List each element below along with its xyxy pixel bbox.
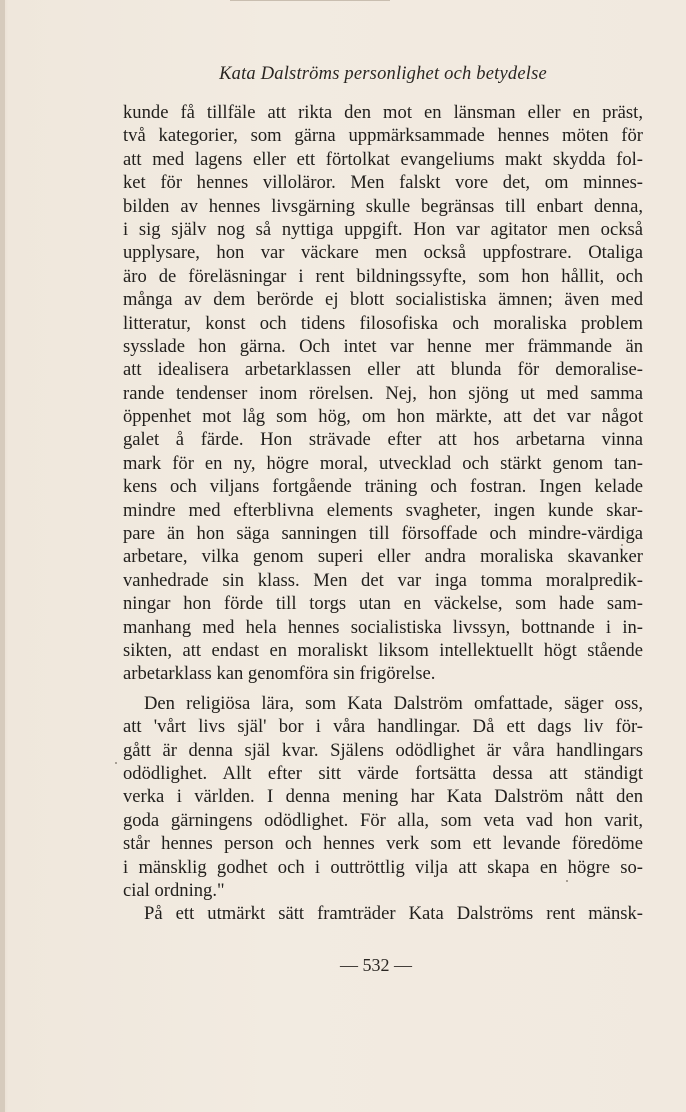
page-number: — 532 — — [340, 955, 412, 975]
top-edge-mark — [230, 0, 390, 1]
text-line: bilden av hennes livsgärning skulle begränsas till enbart denna, — [123, 195, 643, 217]
text-line: odödlighet. Allt efter sitt värde fortsätta dessa att ständigt — [123, 762, 643, 784]
ink-speck — [566, 880, 568, 882]
text-line: manhang med hela hennes socialistiska livssyn, bottnande i in- — [123, 616, 643, 638]
text-line: i sig själv nog så nyttiga uppgift. Hon var agitator men också — [123, 218, 643, 240]
text-line: litteratur, konst och tidens filosofiska och moraliska problem — [123, 312, 643, 334]
text-line: verka i världen. I denna mening har Kata Dalström nått den — [123, 786, 643, 808]
text-line: ningar hon förde till torgs utan en väckelse, som hade sam- — [123, 593, 643, 615]
text-line: i mänsklig godhet och i outtröttlig vilja att skapa en högre so- — [123, 856, 643, 878]
text-line: att idealisera arbetarklassen eller att blunda för demoralise- — [123, 359, 643, 381]
text-line: galet å färde. Hon strävade efter att hos arbetarna vinna — [123, 429, 643, 451]
text-line: arbetare, vilka genom superi eller andra moraliska skavanker — [123, 546, 643, 568]
text-line: vanhedrade sin klass. Men det var inga tomma moralpredik- — [123, 569, 643, 591]
ink-speck — [115, 762, 117, 764]
ink-speck — [621, 544, 623, 546]
text-line: äro de föreläsningar i rent bildningssyfte, som hon hållit, och — [123, 265, 643, 287]
paragraph-3 — [123, 902, 643, 925]
text-line: goda gärningens odödlighet. För alla, som veta vad hon varit, — [123, 809, 643, 831]
text-line: sysslade hon gärna. Och intet var henne mer främmande än — [123, 335, 643, 357]
text-line: gått är denna själ kvar. Själens odödlighet är våra handlingars — [123, 739, 643, 761]
text-line: att med lagens eller ett förtolkat evangeliums makt skydda fol- — [123, 148, 643, 170]
page-gutter-shadow — [0, 0, 5, 1112]
text-line: att 'vårt livs själ' bor i våra handlingar. Då ett dags liv för- — [123, 716, 643, 738]
text-line: många av dem berörde ej blott socialistiska ämnen; även med — [123, 289, 643, 311]
text-line: står hennes person och hennes verk som ett levande föredöme — [123, 833, 643, 855]
text-line: pare än hon säga sanningen till försoffade och mindre-värdiga — [123, 523, 643, 545]
text-line: Den religiösa lära, som Kata Dalström omfattade, säger oss, — [144, 692, 643, 714]
text-line: rande tendenser inom rörelsen. Nej, hon sjöng ut med samma — [123, 382, 643, 404]
text-line: ket för hennes villoläror. Men falskt vore det, om minnes- — [123, 172, 643, 194]
text-line: kens och viljans fortgående träning och fostran. Ingen kelade — [123, 476, 643, 498]
paragraph-2 — [123, 692, 643, 903]
text-line: upplysare, hon var väckare men också uppfostrare. Otaliga — [123, 242, 643, 264]
text-line: sikten, att endast en moraliskt liksom intellektuellt högt stående — [123, 639, 643, 661]
text-line: mark för en ny, högre moral, utvecklad och stärkt genom tan- — [123, 452, 643, 474]
text-line: öppenhet mot låg som hög, om hon märkte, att det var något — [123, 406, 643, 428]
text-line: mindre med efterblivna elements svagheter, ingen kunde skar- — [123, 499, 643, 521]
body-text — [123, 101, 643, 926]
running-head: Kata Dalströms personlighet och betydelse — [219, 64, 547, 84]
text-line: cial ordning." — [123, 879, 225, 901]
text-line: På ett utmärkt sätt framträder Kata Dalströms rent mänsk- — [144, 903, 643, 925]
text-line: kunde få tillfäle att rikta den mot en länsman eller en präst, — [123, 102, 643, 123]
text-line: två kategorier, som gärna uppmärksammade hennes möten för — [123, 125, 643, 147]
text-line: arbetarklass kan genomföra sin frigörelse. — [123, 663, 436, 685]
paragraph-1 — [123, 101, 643, 686]
